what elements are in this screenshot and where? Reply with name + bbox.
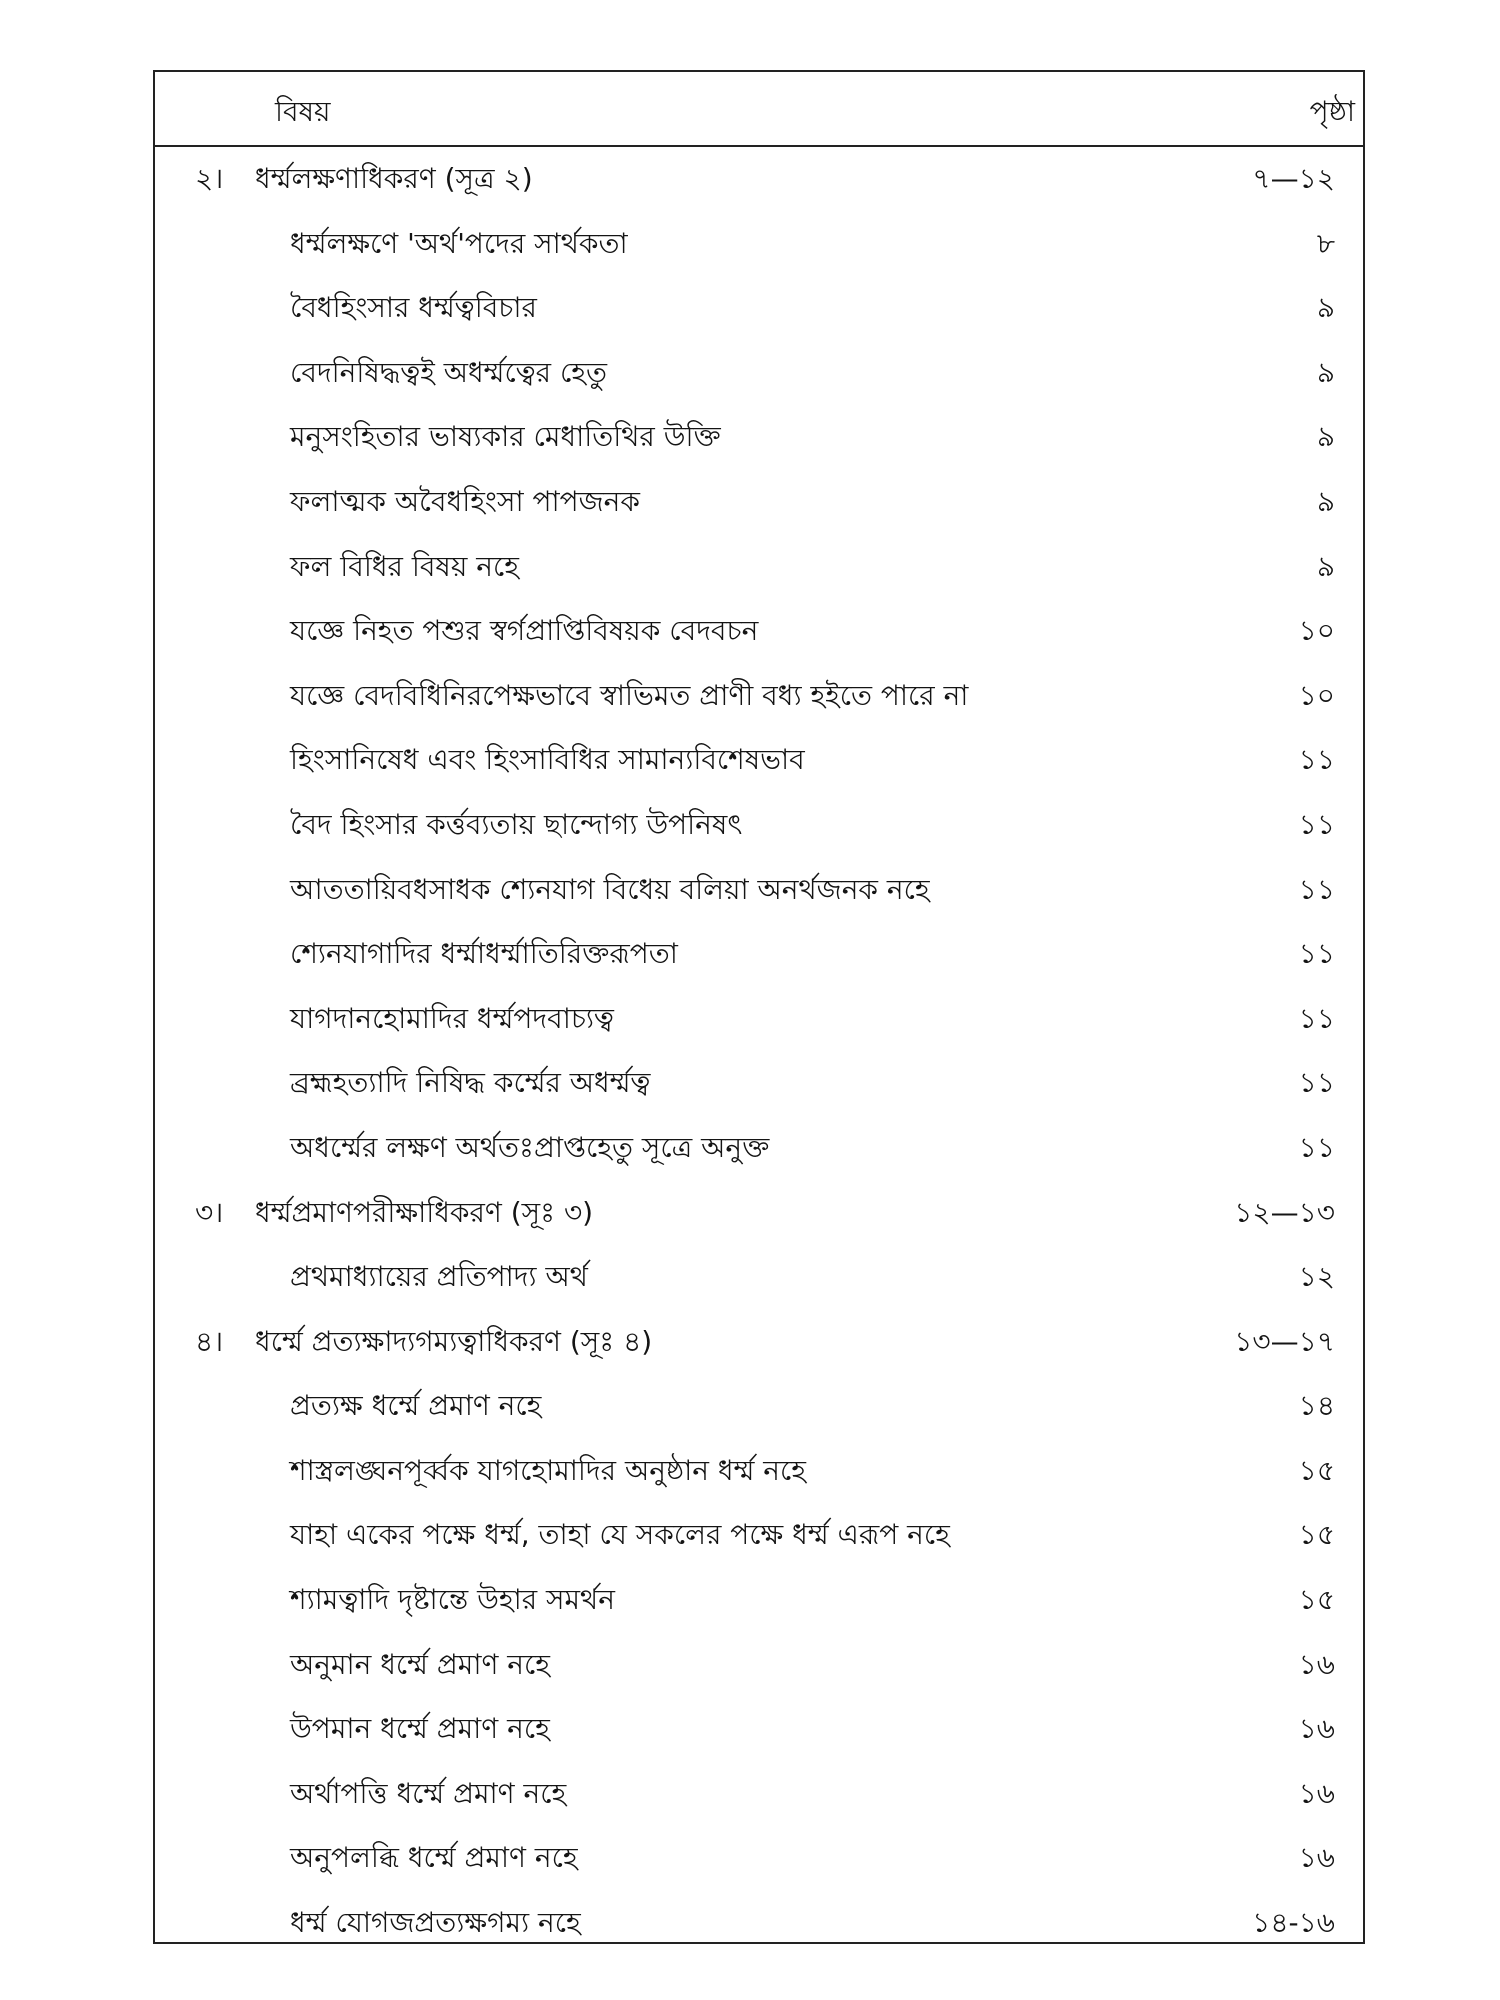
- toc-entry-row: [155, 1374, 1363, 1439]
- page-number: ১৫: [1298, 1518, 1335, 1552]
- section-number: ৪।: [195, 1324, 224, 1358]
- entry-title: ফল বিধির বিষয় নহে: [290, 549, 519, 583]
- entry-title: প্রত্যক্ষ ধর্ম্মে প্রমাণ নহে: [290, 1389, 542, 1423]
- entry-title: অর্থাপত্তি ধর্ম্মে প্রমাণ নহে: [290, 1776, 567, 1810]
- page-number: ৯: [1316, 484, 1335, 518]
- page-number: ১৬: [1298, 1712, 1335, 1746]
- page-number: ১২—১৩: [1234, 1195, 1335, 1229]
- page-number: ১৬: [1298, 1841, 1335, 1875]
- page-number: ১১: [1298, 872, 1335, 906]
- entry-title: আততায়িবধসাধক শ্যেনযাগ বিধেয় বলিয়া অনর্থজনক নহে: [290, 872, 930, 906]
- toc-entry-row: [155, 1891, 1363, 1956]
- section-number: ৩।: [195, 1195, 224, 1229]
- toc-entry-row: [155, 341, 1363, 406]
- entry-title: যজ্ঞে বেদবিধিনিরপেক্ষভাবে স্বাভিমত প্রাণী বধ্য হইতে পারে না: [290, 678, 969, 712]
- toc-entry-row: [155, 1503, 1363, 1568]
- entry-title: অধর্ম্মের লক্ষণ অর্থতঃপ্রাপ্তহেতু সূত্রে অনুক্ত: [290, 1130, 770, 1164]
- entry-title: ফলাত্মক অবৈধহিংসা পাপজনক: [290, 484, 640, 518]
- page-number: ১১: [1298, 1001, 1335, 1035]
- toc-section-row: [155, 147, 1363, 212]
- page-column-header: পৃষ্ঠা: [1309, 95, 1355, 128]
- section-title: ধর্ম্মলক্ষণাধিকরণ (সূত্র ২): [255, 162, 533, 195]
- entry-title: মনুসংহিতার ভাষ্যকার মেধাতিথির উক্তি: [290, 420, 721, 454]
- toc-entry-row: [155, 1051, 1363, 1116]
- page-number: ১৫: [1298, 1583, 1335, 1617]
- entry-title: উপমান ধর্ম্মে প্রমাণ নহে: [290, 1712, 550, 1746]
- page-number: ৯: [1316, 420, 1335, 454]
- toc-entry-row: [155, 1826, 1363, 1891]
- entry-title: বেদনিষিদ্ধত্বই অধর্ম্মত্বের হেতু: [290, 355, 608, 389]
- toc-entry-row: [155, 987, 1363, 1052]
- entry-title: শাস্ত্রলঙ্ঘনপূর্ব্বক যাগহোমাদির অনুষ্ঠান ধর্ম্ম নহে: [290, 1453, 806, 1487]
- entry-title: অনুমান ধর্ম্মে প্রমাণ নহে: [290, 1647, 550, 1681]
- toc-entry-row: [155, 1245, 1363, 1310]
- page-number: ১৫: [1298, 1453, 1335, 1487]
- entry-title: অনুপলব্ধি ধর্ম্মে প্রমাণ নহে: [290, 1841, 578, 1875]
- page-number: ৯: [1316, 549, 1335, 583]
- page-number: ৯: [1316, 291, 1335, 325]
- page-number: ১১: [1298, 743, 1335, 777]
- page-number: ১১: [1298, 937, 1335, 971]
- toc-section-row: [155, 1181, 1363, 1246]
- toc-entry-row: [155, 1568, 1363, 1633]
- toc-entry-row: [155, 1633, 1363, 1698]
- toc-entry-row: [155, 728, 1363, 793]
- toc-entry-row: [155, 405, 1363, 470]
- page-number: ১৪-১৬: [1252, 1906, 1335, 1940]
- entry-title: প্রথমাধ্যায়ের প্রতিপাদ্য অর্থ: [290, 1260, 588, 1294]
- entry-title: ধর্ম্ম যোগজপ্রত্যক্ষগম্য নহে: [290, 1906, 581, 1940]
- toc-entry-row: [155, 1116, 1363, 1181]
- toc-entry-row: [155, 922, 1363, 987]
- toc-entry-row: [155, 599, 1363, 664]
- page-number: ১১: [1298, 807, 1335, 841]
- page-number: ১১: [1298, 1066, 1335, 1100]
- entry-title: শ্যামত্বাদি দৃষ্টান্তে উহার সমর্থন: [290, 1583, 615, 1617]
- entry-title: যাহা একের পক্ষে ধর্ম্ম, তাহা যে সকলের পক্ষে ধর্ম্ম এরূপ নহে: [290, 1518, 950, 1552]
- entry-title: ধর্ম্মলক্ষণে 'অর্থ'পদের সার্থকতা: [290, 226, 628, 260]
- section-title: ধর্ম্মে প্রত্যক্ষাদ্যগম্যত্বাধিকরণ (সূঃ ৪): [255, 1324, 653, 1358]
- toc-entry-row: [155, 535, 1363, 600]
- toc-entry-row: [155, 276, 1363, 341]
- subject-column-header: বিষয়: [275, 95, 331, 128]
- page-number: ১৪: [1298, 1389, 1335, 1423]
- page-number: ১১: [1298, 1130, 1335, 1164]
- toc-header: [155, 72, 1363, 147]
- toc-entry-row: [155, 470, 1363, 535]
- page-number: ১৬: [1298, 1776, 1335, 1810]
- entry-title: হিংসানিষেধ এবং হিংসাবিধির সামান্যবিশেষভাব: [290, 743, 805, 777]
- table-of-contents: [153, 70, 1365, 1944]
- page-number: ৮: [1316, 226, 1335, 260]
- toc-entry-row: [155, 1439, 1363, 1504]
- page-number: ৭—১২: [1252, 162, 1335, 195]
- toc-section-row: [155, 1310, 1363, 1375]
- entry-title: যাগদানহোমাদির ধর্ম্মপদবাচ্যত্ব: [290, 1001, 614, 1035]
- toc-entry-row: [155, 793, 1363, 858]
- section-title: ধর্ম্মপ্রমাণপরীক্ষাধিকরণ (সূঃ ৩): [255, 1195, 594, 1229]
- entry-title: বৈধহিংসার ধর্ম্মত্ববিচার: [290, 291, 537, 325]
- toc-entry-row: [155, 212, 1363, 277]
- entry-title: শ্যেনযাগাদির ধর্ম্মাধর্ম্মাতিরিক্তরূপতা: [290, 937, 678, 971]
- entry-title: যজ্ঞে নিহত পশুর স্বর্গপ্রাপ্তিবিষয়ক বেদবচন: [290, 614, 759, 648]
- page-number: ১৬: [1298, 1647, 1335, 1681]
- entry-title: ব্রহ্মহত্যাদি নিষিদ্ধ কর্ম্মের অধর্ম্মত্ব: [290, 1066, 651, 1100]
- toc-entry-list: [155, 147, 1363, 1956]
- page-number: ১০: [1298, 614, 1335, 648]
- toc-entry-row: [155, 858, 1363, 923]
- toc-entry-row: [155, 1697, 1363, 1762]
- toc-entry-row: [155, 1762, 1363, 1827]
- section-number: ২।: [195, 162, 224, 195]
- page-number: ৯: [1316, 355, 1335, 389]
- entry-title: বৈদ হিংসার কর্ত্তব্যতায় ছান্দোগ্য উপনিষৎ: [290, 807, 743, 841]
- toc-entry-row: [155, 664, 1363, 729]
- page-number: ১২: [1298, 1260, 1335, 1294]
- page-number: ১০: [1298, 678, 1335, 712]
- page-number: ১৩—১৭: [1234, 1324, 1335, 1358]
